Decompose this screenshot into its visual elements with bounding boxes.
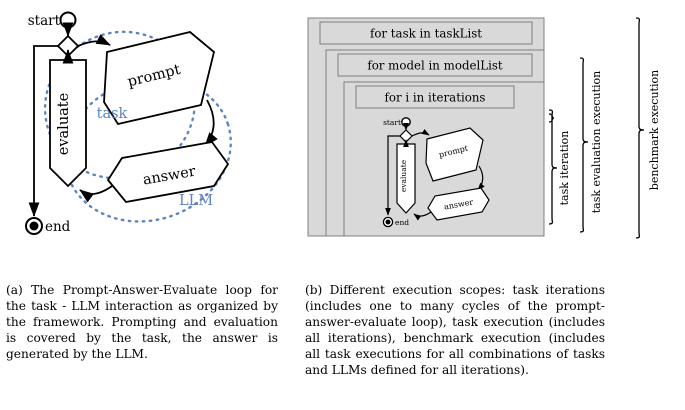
start-label: start (27, 13, 60, 29)
caption-figure-b: (b) Different execution scopes: task iterations (includes one to many cycles of the prompt-answer-evaluate loop), task execution (includes all iterations), benchmark execution (includes all task executions for all combinations of tasks and LLMs defined for all iterations). (305, 283, 605, 378)
inner-answer-label: answer (443, 197, 474, 212)
start-node-icon (61, 13, 76, 28)
loop-label-iterations: for i in iterations (384, 90, 486, 105)
answer-to-evaluate-edge (80, 186, 112, 194)
figure-b (300, 0, 685, 270)
inner-end-label: end (395, 218, 410, 227)
inner-evaluate-label: evaluate (399, 159, 408, 193)
scope-label-task-iteration: task iteration (558, 130, 571, 206)
loop-label-tasklist: for task in taskList (369, 26, 483, 41)
answer-label: answer (141, 163, 197, 189)
scope-label-task-evaluation-execution: task evaluation execution (590, 70, 603, 214)
prompt-label: prompt (125, 61, 183, 91)
loop-label-modellist: for model in modelList (367, 58, 503, 73)
end-node-inner-icon (30, 222, 39, 231)
caption-figure-a: (a) The Prompt-Answer-Evaluate loop for the task - LLM interaction as organized by the framework. Prompting and evaluation is covered by the task, the answer is generated by the LLM. (6, 283, 278, 362)
llm-partition-label: LLM (178, 193, 214, 209)
brace-hidden-1 (550, 112, 557, 120)
inner-start-label: start (383, 118, 401, 127)
task-partition-label: task (96, 106, 128, 122)
figure-a (0, 0, 300, 270)
figure-a-diagram (0, 0, 300, 270)
figure-b-diagram (300, 0, 685, 270)
prompt-to-answer-edge (205, 100, 214, 146)
inner-start-node-icon (402, 118, 410, 126)
brace-task-iteration (549, 110, 557, 224)
inner-end-node-inner-icon (386, 220, 391, 225)
inner-prompt-label: prompt (437, 143, 469, 160)
evaluate-label: evaluate (56, 92, 72, 156)
end-label: end (45, 219, 71, 235)
scope-label-benchmark-execution: benchmark execution (648, 69, 661, 191)
brace-task-evaluation-execution (580, 58, 588, 232)
brace-benchmark-execution (636, 18, 644, 238)
